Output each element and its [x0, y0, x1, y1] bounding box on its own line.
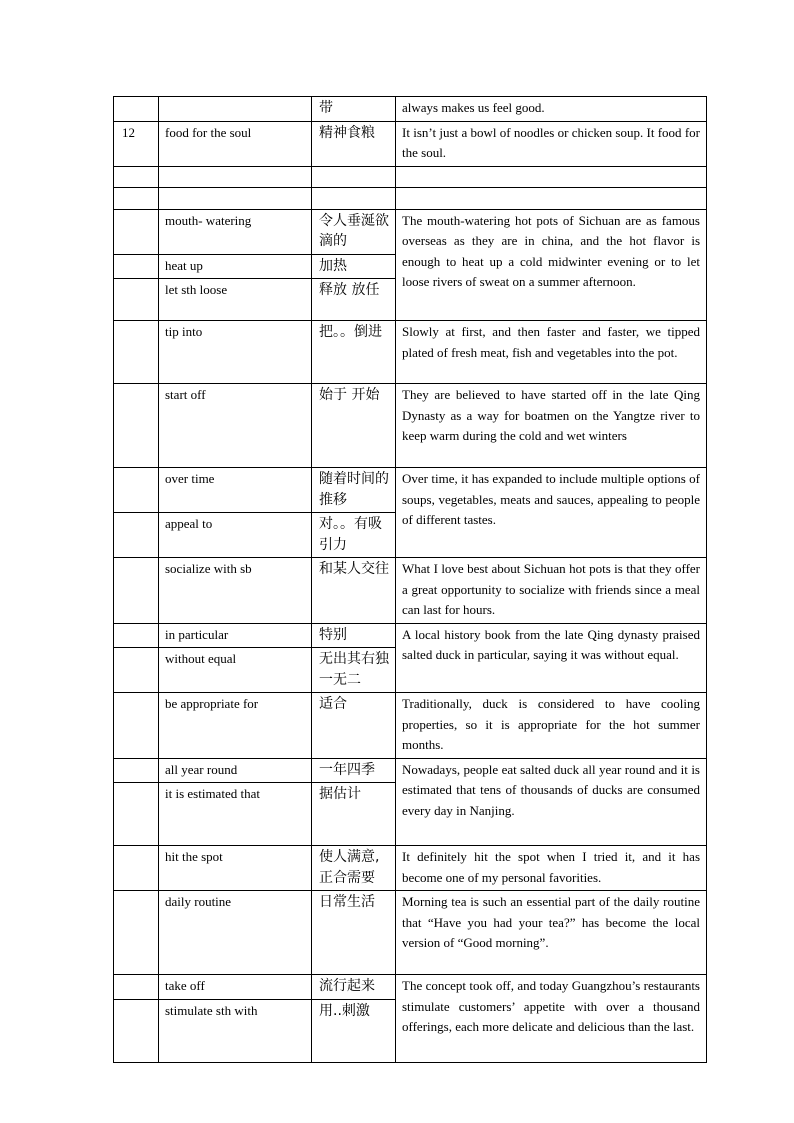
row-number: [114, 891, 159, 975]
phrase-cell: mouth- watering: [159, 209, 312, 254]
table-row: [114, 758, 707, 783]
chinese-meaning-cell: 带: [312, 97, 396, 122]
phrase-cell: stimulate sth with: [159, 999, 312, 1062]
phrase-cell: appeal to: [159, 513, 312, 558]
chinese-meaning-cell: 和某人交往: [312, 558, 396, 624]
row-number: [114, 209, 159, 254]
chinese-meaning-cell: 始于 开始: [312, 384, 396, 468]
example-sentence-cell: What I love best about Sichuan hot pots is that they offer a great opportunity to socialize with friends since a meal can last for hours.: [396, 558, 707, 624]
phrase-cell: [159, 187, 312, 209]
table-row: [114, 384, 707, 468]
chinese-meaning-cell: 日常生活: [312, 891, 396, 975]
row-number: [114, 975, 159, 1000]
row-number: [114, 187, 159, 209]
example-sentence-cell: Over time, it has expanded to include multiple options of soups, vegetables, meats and sauces, appealing to people of different tastes.: [396, 468, 707, 558]
vocabulary-table: [113, 96, 707, 1063]
phrase-cell: over time: [159, 468, 312, 513]
table-row: [114, 209, 707, 254]
phrase-cell: tip into: [159, 321, 312, 384]
example-sentence-cell: [396, 187, 707, 209]
row-number: [114, 783, 159, 846]
table-row: [114, 623, 707, 648]
chinese-meaning-cell: 一年四季: [312, 758, 396, 783]
chinese-meaning-cell: 精神食粮: [312, 121, 396, 166]
phrase-cell: daily routine: [159, 891, 312, 975]
chinese-meaning-cell: 随着时间的推移: [312, 468, 396, 513]
phrase-cell: take off: [159, 975, 312, 1000]
example-sentence-cell: They are believed to have started off in the late Qing Dynasty as a way for boatmen on the Yangtze river to keep warm during the cold and wet winters: [396, 384, 707, 468]
table-row: [114, 846, 707, 891]
example-sentence-cell: always makes us feel good.: [396, 97, 707, 122]
example-sentence-cell: Morning tea is such an essential part of the daily routine that “Have you had your tea?” has become the local version of “Good morning”.: [396, 891, 707, 975]
phrase-cell: it is estimated that: [159, 783, 312, 846]
example-sentence-cell: It isn’t just a bowl of noodles or chicken soup. It food for the soul.: [396, 121, 707, 166]
chinese-meaning-cell: 据估计: [312, 783, 396, 846]
example-sentence-cell: Nowadays, people eat salted duck all year round and it is estimated that tens of thousands of ducks are consumed every day in Nanjing.: [396, 758, 707, 846]
chinese-meaning-cell: 令人垂涎欲滴的: [312, 209, 396, 254]
row-number: 12: [114, 121, 159, 166]
chinese-meaning-cell: 对。。有吸引力: [312, 513, 396, 558]
chinese-meaning-cell: [312, 187, 396, 209]
chinese-meaning-cell: 使人满意,正合需要: [312, 846, 396, 891]
table-row: [114, 97, 707, 122]
row-number: [114, 468, 159, 513]
row-number: [114, 97, 159, 122]
row-number: [114, 558, 159, 624]
example-sentence-cell: Traditionally, duck is considered to have cooling properties, so it is appropriate for the hot summer months.: [396, 693, 707, 759]
table-row: [114, 693, 707, 759]
chinese-meaning-cell: 用..刺激: [312, 999, 396, 1062]
chinese-meaning-cell: [312, 166, 396, 187]
row-number: [114, 513, 159, 558]
phrase-cell: be appropriate for: [159, 693, 312, 759]
phrase-cell: let sth loose: [159, 279, 312, 321]
row-number: [114, 999, 159, 1062]
row-number: [114, 758, 159, 783]
chinese-meaning-cell: 无出其右独一无二: [312, 648, 396, 693]
table-row: [114, 121, 707, 166]
table-row: [114, 166, 707, 187]
table-row: [114, 187, 707, 209]
phrase-cell: in particular: [159, 623, 312, 648]
phrase-cell: food for the soul: [159, 121, 312, 166]
chinese-meaning-cell: 加热: [312, 254, 396, 279]
example-sentence-cell: The concept took off, and today Guangzhou’s restaurants stimulate customers’ appetite with over a thousand offerings, each more delicate and delicious than the last.: [396, 975, 707, 1063]
row-number: [114, 384, 159, 468]
chinese-meaning-cell: 释放 放任: [312, 279, 396, 321]
phrase-cell: start off: [159, 384, 312, 468]
chinese-meaning-cell: 适合: [312, 693, 396, 759]
phrase-cell: hit the spot: [159, 846, 312, 891]
phrase-cell: without equal: [159, 648, 312, 693]
example-sentence-cell: The mouth-watering hot pots of Sichuan are as famous overseas as they are in china, and the hot flavor is enough to heat up a cold midwinter evening or to let loose rivers of sweat on a summer afternoon.: [396, 209, 707, 321]
table-row: [114, 975, 707, 1000]
row-number: [114, 166, 159, 187]
example-sentence-cell: Slowly at first, and then faster and faster, we tipped plated of fresh meat, fish and vegetables into the pot.: [396, 321, 707, 384]
phrase-cell: all year round: [159, 758, 312, 783]
table-row: [114, 321, 707, 384]
chinese-meaning-cell: 把。。倒进: [312, 321, 396, 384]
phrase-cell: heat up: [159, 254, 312, 279]
row-number: [114, 846, 159, 891]
example-sentence-cell: It definitely hit the spot when I tried it, and it has become one of my personal favorities.: [396, 846, 707, 891]
row-number: [114, 321, 159, 384]
row-number: [114, 693, 159, 759]
row-number: [114, 279, 159, 321]
table-row: [114, 558, 707, 624]
table-row: [114, 891, 707, 975]
phrase-cell: socialize with sb: [159, 558, 312, 624]
row-number: [114, 648, 159, 693]
phrase-cell: [159, 97, 312, 122]
example-sentence-cell: [396, 166, 707, 187]
chinese-meaning-cell: 流行起来: [312, 975, 396, 1000]
phrase-cell: [159, 166, 312, 187]
row-number: [114, 254, 159, 279]
row-number: [114, 623, 159, 648]
chinese-meaning-cell: 特别: [312, 623, 396, 648]
table-row: [114, 468, 707, 513]
example-sentence-cell: A local history book from the late Qing dynasty praised salted duck in particular, saying it was without equal.: [396, 623, 707, 693]
